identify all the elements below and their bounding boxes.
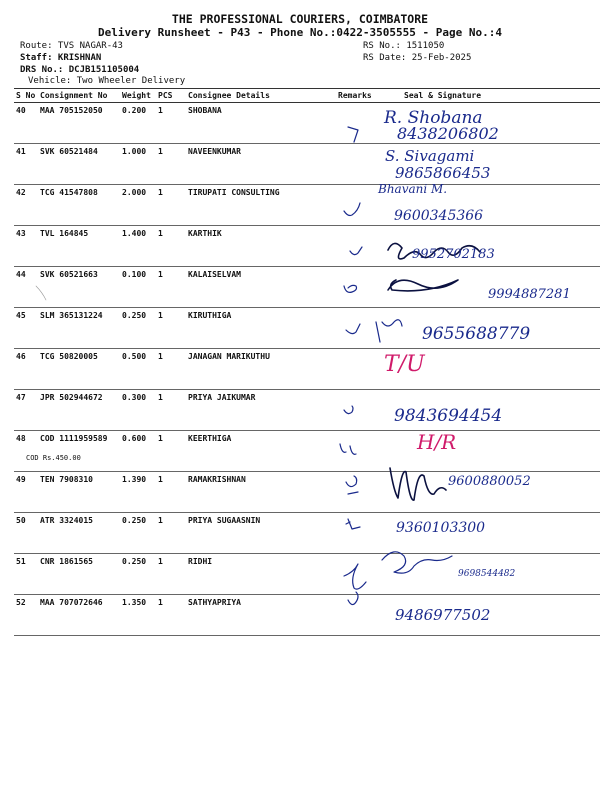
hw-r40-name: R. Shobana (384, 108, 483, 128)
cell-sno (14, 595, 38, 636)
cell-cn (38, 390, 120, 431)
runsheet-subtitle: Delivery Runsheet - P43 - Phone No.:0422-3505555 - Page No.:4 (98, 26, 502, 39)
cell-name (186, 349, 336, 390)
cell-sno (14, 185, 38, 226)
cell-wt (120, 554, 156, 595)
cod-amount: COD Rs.450.00 (26, 454, 81, 462)
col-header-consignment: Consignment No (38, 89, 120, 103)
cell-remarks (336, 431, 378, 472)
cell-cn (38, 103, 120, 144)
cell-pcs (156, 431, 186, 472)
cell-cn-text: ATR 3324015 (40, 516, 93, 525)
hw-r50-phone: 9360103300 (396, 520, 486, 536)
col-header-consignee: Consignee Details (186, 89, 336, 103)
cell-wt-text: 0.300 (122, 393, 147, 402)
hw-r42-phone: 9600345366 (394, 208, 484, 224)
cell-cn-text: MAA 707072646 (40, 598, 103, 607)
cell-cn (38, 226, 120, 267)
cell-cn-text: JPR 502944672 (40, 393, 103, 402)
cell-sno (14, 308, 38, 349)
hw-r43-phone: 9952702183 (412, 247, 495, 262)
hw-r52-phone: 9486977502 (395, 606, 491, 624)
cell-pcs-text: 1 (158, 229, 163, 238)
cell-name-text: JANAGAN MARIKUTHU (188, 352, 270, 361)
cell-wt (120, 431, 156, 472)
cell-name-text: RIDHI (188, 557, 213, 566)
table-row (14, 144, 600, 185)
cell-wt (120, 513, 156, 554)
cell-wt-text: 2.000 (122, 188, 147, 197)
cell-wt (120, 103, 156, 144)
cell-cn-text: TCG 50820005 (40, 352, 98, 361)
cell-pcs-text: 1 (158, 188, 163, 197)
cell-wt-text: 0.250 (122, 557, 147, 566)
cell-name (186, 431, 336, 472)
cell-sno (14, 431, 38, 472)
table-row (14, 349, 600, 390)
cell-pcs (156, 349, 186, 390)
table-header-row (14, 89, 600, 103)
cell-wt-text: 0.250 (122, 311, 147, 320)
cell-cn (38, 554, 120, 595)
cell-pcs (156, 185, 186, 226)
hw-r47-phone: 9843694454 (394, 406, 503, 426)
cell-wt-text: 0.250 (122, 516, 147, 525)
cell-sno-text: 42 (16, 188, 26, 197)
cell-name-text: RAMAKRISHNAN (188, 475, 246, 484)
cell-pcs-text: 1 (158, 352, 163, 361)
cell-name-text: KIRUTHIGA (188, 311, 232, 320)
cell-pcs-text: 1 (158, 393, 163, 402)
col-header-remarks: Remarks (336, 89, 378, 103)
cell-pcs (156, 308, 186, 349)
cell-remarks (336, 349, 378, 390)
cell-name-text: PRIYA SUGAASNIN (188, 516, 261, 525)
cell-wt (120, 390, 156, 431)
cell-sno-text: 49 (16, 475, 26, 484)
cell-wt (120, 226, 156, 267)
cell-pcs-text: 1 (158, 434, 163, 443)
cell-pcs-text: 1 (158, 516, 163, 525)
cell-sno-text: 47 (16, 393, 26, 402)
cell-pcs (156, 390, 186, 431)
cell-cn (38, 472, 120, 513)
cell-cn (38, 308, 120, 349)
cell-name (186, 513, 336, 554)
table-row (14, 390, 600, 431)
table-row (14, 185, 600, 226)
cell-name-text: PRIYA JAIKUMAR (188, 393, 256, 402)
cell-cn-text: TEN 7908310 (40, 475, 93, 484)
hw-r40-phone: 8438206802 (397, 124, 499, 143)
table-row (14, 513, 600, 554)
cell-name (186, 472, 336, 513)
hw-r45-phone: 9655688779 (422, 324, 531, 344)
cell-remarks (336, 226, 378, 267)
cell-remarks (336, 103, 378, 144)
cell-pcs (156, 267, 186, 308)
cell-sno (14, 513, 38, 554)
col-header-weight: Weight (120, 89, 156, 103)
vehicle-label: Vehicle: Two Wheeler Delivery (28, 76, 186, 86)
cell-cn-text: TCG 41547808 (40, 188, 98, 197)
cell-pcs-text: 1 (158, 311, 163, 320)
cell-pcs (156, 103, 186, 144)
cell-cn (38, 267, 120, 308)
cell-wt-text: 1.000 (122, 147, 147, 156)
cell-wt (120, 185, 156, 226)
hw-r42-name: Bhavani M. (378, 182, 448, 196)
cell-name-text: KARTHIK (188, 229, 222, 238)
cell-wt-text: 1.350 (122, 598, 147, 607)
cell-sno-text: 41 (16, 147, 26, 156)
cell-name (186, 554, 336, 595)
cell-remarks (336, 554, 378, 595)
cell-name (186, 103, 336, 144)
cell-sno-text: 46 (16, 352, 26, 361)
table-row (14, 103, 600, 144)
cell-sno-text: 44 (16, 270, 26, 279)
cell-remarks (336, 595, 378, 636)
cell-name (186, 267, 336, 308)
cell-wt (120, 308, 156, 349)
cell-sno (14, 103, 38, 144)
staff-label: Staff: KRISHNAN (20, 53, 102, 63)
col-header-seal: Seal & Signature (378, 89, 600, 103)
cell-wt (120, 144, 156, 185)
col-header-pcs: PCS (156, 89, 186, 103)
col-header-sno: S No (14, 89, 38, 103)
cell-wt (120, 267, 156, 308)
cell-cn (38, 144, 120, 185)
drs-label: DRS No.: DCJB151105004 (20, 65, 140, 75)
cell-cn (38, 185, 120, 226)
cell-remarks (336, 390, 378, 431)
cell-pcs-text: 1 (158, 475, 163, 484)
cell-pcs-text: 1 (158, 557, 163, 566)
rs-number: RS No.: 1511050 (363, 41, 445, 51)
cell-name (186, 390, 336, 431)
cell-wt (120, 595, 156, 636)
runsheet-table (14, 88, 600, 636)
cell-wt-text: 0.200 (122, 106, 147, 115)
cell-sno (14, 472, 38, 513)
cell-cn-text: SVK 60521484 (40, 147, 98, 156)
table-row (14, 431, 600, 472)
cell-cn-text: MAA 705152050 (40, 106, 103, 115)
cell-sno-text: 51 (16, 557, 26, 566)
cell-cn-text: SVK 60521663 (40, 270, 98, 279)
cell-pcs (156, 226, 186, 267)
cell-remarks (336, 308, 378, 349)
cell-name-text: NAVEENKUMAR (188, 147, 241, 156)
cell-name-text: SATHYAPRIYA (188, 598, 241, 607)
cell-remarks (336, 513, 378, 554)
cell-cn (38, 349, 120, 390)
cell-pcs (156, 513, 186, 554)
cell-sno (14, 349, 38, 390)
cell-sno-text: 52 (16, 598, 26, 607)
hw-r51-phone: 9698544482 (458, 569, 516, 579)
cell-pcs-text: 1 (158, 147, 163, 156)
cell-pcs (156, 554, 186, 595)
cell-pcs-text: 1 (158, 106, 163, 115)
cell-name (186, 226, 336, 267)
cell-name (186, 144, 336, 185)
cell-sno (14, 226, 38, 267)
cell-wt-text: 0.600 (122, 434, 147, 443)
cell-wt-text: 0.100 (122, 270, 147, 279)
cell-remarks (336, 267, 378, 308)
cell-wt (120, 349, 156, 390)
hw-r46-mark: T/U (384, 352, 425, 377)
cell-name (186, 308, 336, 349)
cell-sno-text: 40 (16, 106, 26, 115)
cell-cn-text: TVL 164845 (40, 229, 89, 238)
cell-wt (120, 472, 156, 513)
cell-sno-text: 43 (16, 229, 26, 238)
cell-wt-text: 0.500 (122, 352, 147, 361)
cell-name-text: SHOBANA (188, 106, 222, 115)
cell-cn (38, 513, 120, 554)
cell-sno-text: 50 (16, 516, 26, 525)
cell-pcs (156, 595, 186, 636)
hw-r41-name: S. Sivagami (385, 147, 475, 165)
cell-sno (14, 554, 38, 595)
cell-name (186, 185, 336, 226)
cell-name-text: KALAISELVAM (188, 270, 241, 279)
cell-sno (14, 144, 38, 185)
cell-seal-signature (378, 431, 600, 472)
company-title: THE PROFESSIONAL COURIERS, COIMBATORE (171, 12, 429, 26)
cell-name (186, 595, 336, 636)
cell-cn (26, 431, 120, 472)
route-label: Route: TVS NAGAR-43 (20, 41, 123, 51)
cell-sno (14, 267, 38, 308)
cell-cn (38, 595, 120, 636)
hw-r44-phone: 9994887281 (488, 287, 571, 302)
cell-sno-text: 48 (16, 434, 26, 443)
cell-pcs-text: 1 (158, 270, 163, 279)
table-row (14, 226, 600, 267)
hw-r49-phone: 9600880052 (448, 474, 531, 489)
cell-remarks (336, 185, 378, 226)
cell-pcs-text: 1 (158, 598, 163, 607)
cell-cn-text: CNR 1861565 (40, 557, 93, 566)
table-row (14, 595, 600, 636)
table-body (14, 103, 600, 636)
cell-pcs (156, 144, 186, 185)
rs-date: RS Date: 25-Feb-2025 (363, 53, 472, 63)
cell-cn-text: SLM 365131224 (40, 311, 103, 320)
cell-pcs (156, 472, 186, 513)
cell-name-text: KEERTHIGA (188, 434, 232, 443)
cell-sno (14, 390, 38, 431)
cell-wt-text: 1.390 (122, 475, 147, 484)
hw-r48-mark: H/R (417, 430, 457, 454)
cell-wt-text: 1.400 (122, 229, 147, 238)
cell-sno-text: 45 (16, 311, 26, 320)
cell-remarks (336, 472, 378, 513)
hw-r41-phone: 9865866453 (395, 164, 491, 182)
cell-cn-text: COD 1111959589 (40, 434, 108, 443)
cell-remarks (336, 144, 378, 185)
cell-name-text: TIRUPATI CONSULTING (188, 188, 280, 197)
